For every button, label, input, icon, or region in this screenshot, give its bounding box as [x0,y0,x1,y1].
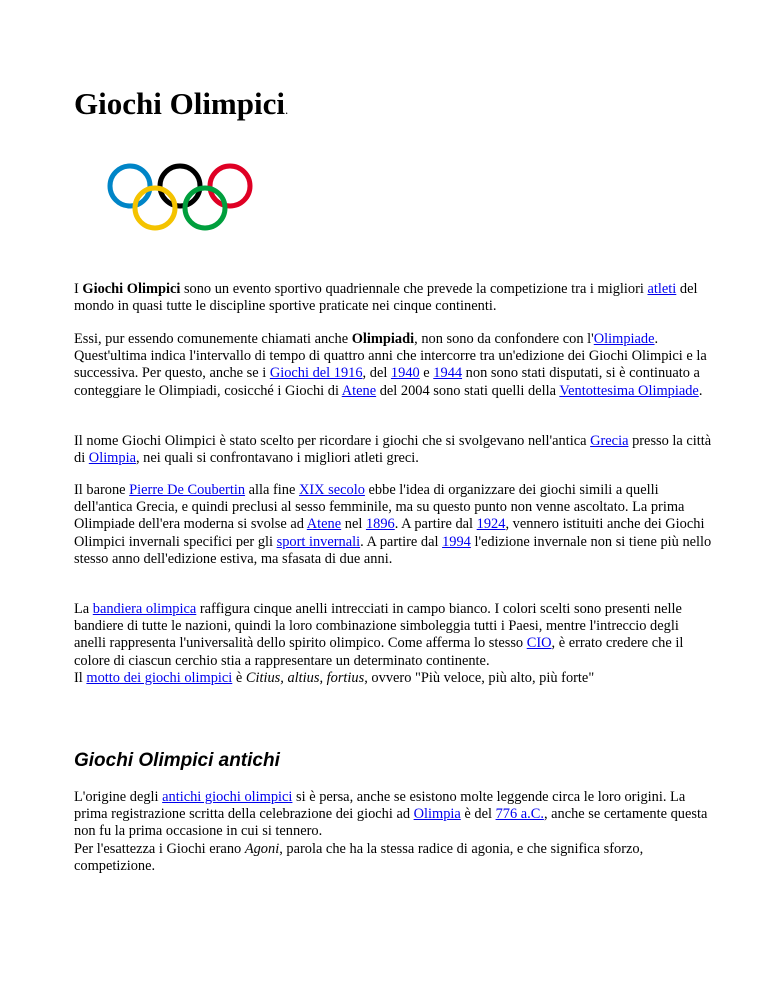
text: raffigura cinque anelli intrecciati in campo bianco. I colori scelti sono presenti nelle bandiere di tutte le nazioni, quindi la loro combinazione simboleggia tutti i Paesi, mentre l'intreccio degli anelli rappresenta l'universalità dello spirito olimpico. Come afferma lo stesso [74,601,682,652]
text: si è persa, anche se esistono molte leggende circa le loro origini. La prima registrazione scritta della celebrazione dei giochi ad [74,789,686,823]
text: . A partire dal [360,533,443,550]
link-cio[interactable]: CIO [526,635,552,652]
text: del mondo in quasi tutte le discipline sportive praticate nei cinque continenti. [74,281,698,315]
text: non sono stati disputati, si è continuato a conteggiare le Olimpiadi, cosicché i Giochi di [74,365,700,399]
text: Il [74,669,87,686]
link-xix-secolo[interactable]: XIX secolo [298,482,365,498]
text: sono un evento sportivo quadriennale che prevede la competizione tra i migliori [180,281,648,297]
text: alla fine [245,482,299,498]
link-olimpia[interactable]: Olimpia [413,806,461,823]
link-1940[interactable]: 1940 [390,365,420,382]
link-motto-giochi-olimpici[interactable]: motto dei giochi olimpici [86,669,233,686]
link-antichi-giochi-olimpici[interactable]: antichi giochi olimpici [162,789,293,805]
text: , del [362,365,391,382]
green-ring [185,188,225,228]
text: Il nome Giochi Olimpici è stato scelto per ricordare i giochi che si svolgevano nell'antica [74,433,591,449]
italic-agoni: Agoni [244,840,280,857]
olympic-rings-icon [104,162,256,234]
link-1944[interactable]: 1944 [433,365,463,382]
link-sport-invernali[interactable]: sport invernali [276,533,361,550]
text: , nei quali si confrontavano i migliori atleti greci. [135,450,419,467]
link-atene[interactable]: Atene [306,516,342,533]
paragraph-antichi [74,789,714,875]
text: L'origine degli [74,789,163,805]
text: . [698,382,703,399]
blue-ring [110,166,150,206]
text: e [419,365,434,382]
text: . A partire dal [394,516,477,533]
link-atleti[interactable]: atleti [647,281,677,297]
text: ebbe l'idea di organizzare dei giochi simili a quelli dell'antica Grecia, e quindi preclusi al sesso femminile, ma su questo punto non venne ascoltato. La prima Olimpiade dell'era moderna si svolse ad [74,482,685,533]
text: , non sono da confondere con l' [414,331,594,347]
italic-motto: Citius, altius, fortius [245,669,365,686]
link-pierre-de-coubertin[interactable]: Pierre De Coubertin [129,482,246,498]
text: Essi, pur essendo comunemente chiamati anche [74,331,352,347]
section-heading: Giochi Olimpici antichi [74,750,280,771]
text: . Quest'ultima indica l'intervallo di tempo di quattro anni che intercorre tra un'edizione dei Giochi Olimpici e la successiva. Per questo, anche se i [74,331,707,382]
link-olimpia[interactable]: Olimpia [88,450,136,467]
paragraph-olimpiadi [74,331,714,400]
link-ventottesima-olimpiade[interactable]: Ventottesima Olimpiade [559,382,699,399]
text: , è errato credere che il colore di ciascun cerchio stia a rappresentare un determinato continente. [74,635,684,669]
title-suffix: . [284,102,289,117]
text: , vennero istituiti anche dei Giochi Olimpici invernali specifici per gli [74,516,705,550]
black-ring [160,166,200,206]
text: , ovvero "Più veloce, più alto, più forte" [364,669,595,686]
text: Il barone [74,482,130,498]
text: del 2004 sono stati quelli della [376,382,560,399]
link-1896[interactable]: 1896 [365,516,395,533]
text: I [74,281,83,297]
bold-term: Giochi Olimpici [82,281,181,297]
link-atene[interactable]: Atene [341,382,377,399]
paragraph-coubertin [74,482,714,568]
red-ring [210,166,250,206]
text: nel [341,516,366,533]
yellow-ring [135,188,175,228]
link-776-ac[interactable]: 776 a.C. [495,806,544,823]
link-bandiera-olimpica[interactable]: bandiera olimpica [92,601,197,617]
link-giochi-1916[interactable]: Giochi del 1916 [269,365,363,382]
link-1994[interactable]: 1994 [442,533,471,550]
page-title [74,86,288,128]
text: La [74,601,93,617]
paragraph-bandiera [74,601,714,687]
bold-term: Olimpiadi [351,331,415,347]
text: Per l'esattezza i Giochi erano [74,840,245,857]
text: l'edizione invernale non si tiene più nello stesso anno dell'edizione estiva, ma sfasata di due anni. [74,533,712,567]
text: presso la città di [74,433,712,467]
link-grecia[interactable]: Grecia [590,433,629,449]
text: è del [460,806,496,823]
text: è [232,669,246,686]
text: , anche se certamente questa non fu la prima occasione in cui si tennero. [74,806,708,840]
paragraph-nome [74,433,714,467]
text: , parola che ha la stessa radice di agonia, e che significa sforzo, competizione. [74,840,644,874]
link-olimpiade[interactable]: Olimpiade [593,331,655,347]
paragraph-intro [74,281,714,315]
link-1924[interactable]: 1924 [476,516,506,533]
title-text: Giochi Olimpici [74,86,285,121]
